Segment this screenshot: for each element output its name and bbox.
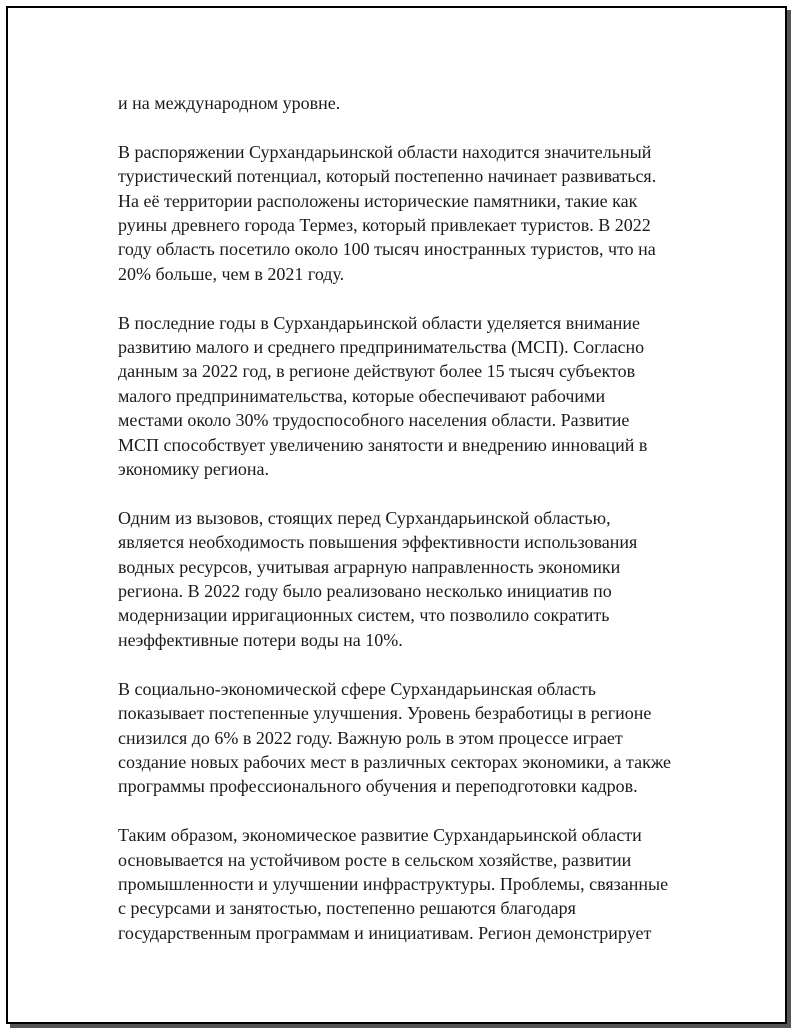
paragraph: Таким образом, экономическое развитие Сурхандарьинской области основывается на устойчивом росте в сельском хозяйстве, развитии промышленности и улучшении инфраструктуры. Проблемы, связанные с ресурсами и занятостью, постепенно решаются благодаря государственным программам и инициативам. Регион демонстрирует bbox=[118, 825, 669, 943]
paragraph: Одним из вызовов, стоящих перед Сурхандарьинской областью, является необходимость повышения эффективности использования водных ресурсов, учитывая аграрную направленность экономики региона. В 2022 году было реализовано несколько инициатив по модернизации ирригационных систем, что позволило сократить неэффективные потери воды на 10%. bbox=[118, 507, 638, 650]
paragraph: В распоряжении Сурхандарьинской области находится значительный туристический потенциал, который постепенно начинает развиваться. На её территории расположены исторические памятники, такие как руины древнего города Термез, который привлекает туристов. В 2022 году область посетило около 100 тысяч иностранных туристов, что на 20% больше, чем в 2021 году. bbox=[118, 141, 657, 284]
document-body bbox=[118, 91, 693, 970]
paragraph: В социально-экономической сфере Сурхандарьинская область показывает постепенные улучшения. Уровень безработицы в регионе снизился до 6% в 2022 году. Важную роль в этом процессе играет создание новых рабочих мест в различных секторах экономики, а также программы профессионального обучения и переподготовки кадров. bbox=[118, 678, 672, 797]
paragraph: и на международном уровне. bbox=[118, 93, 341, 113]
paragraph: В последние годы в Сурхандарьинской области уделяется внимание развитию малого и среднего предпринимательства (МСП). Согласно данным за 2022 год, в регионе действуют более 15 тысяч субъектов малого предпринимательства, которые обеспечивают рабочими местами около 30% трудоспособного населения области. Развитие МСП способствует увеличению занятости и внедрению инноваций в экономику региона. bbox=[118, 312, 648, 480]
